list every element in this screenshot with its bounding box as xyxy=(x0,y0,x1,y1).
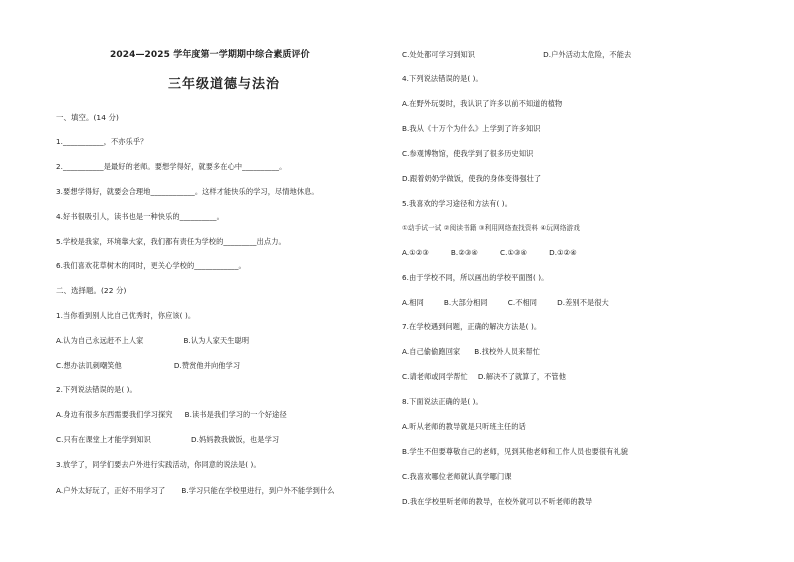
q1-option-a: A.认为自己永远赶不上人家 xyxy=(56,336,144,345)
fill-item-5: 5.学校是我家，环境靠大家，我们都有责任为学校的_________出点力。 xyxy=(56,237,286,246)
q1-option-d: D.赞赏他并向他学习 xyxy=(173,361,241,370)
q5-option-c: C.①③④ xyxy=(499,248,528,257)
q7-option-a: A.自己偷偷跑回家 xyxy=(402,347,461,356)
q5-item-list: ①动手试一试 ②阅读书籍 ③利用网络查找资料 ④玩网络游戏 xyxy=(402,224,580,232)
q5-option-b: B.②③④ xyxy=(450,248,478,257)
q1-options-cd xyxy=(56,361,240,371)
q2-options-ab xyxy=(56,410,287,420)
q1-option-c: C.想办法讥刺嘲笑他 xyxy=(56,361,122,370)
q8-option-a: A.听从老师的教导就是只听班主任的话 xyxy=(402,422,526,431)
q7-stem: 7.在学校遇到问题，正确的解决方法是( )。 xyxy=(402,322,542,331)
section2-heading: 二、选择题。(22 分) xyxy=(56,286,127,295)
q6-option-d: D.差别不是很大 xyxy=(557,298,609,307)
q3-option-c: C.处处都可学习到知识 xyxy=(402,50,476,59)
q6-option-b: B.大部分相同 xyxy=(443,298,488,307)
q7-option-d: D.解决不了就算了，不管他 xyxy=(477,372,566,381)
q2-stem: 2.下列说法错误的是( )。 xyxy=(56,385,137,394)
q6-option-a: A.相同 xyxy=(402,298,424,307)
q5-option-d: D.①②④ xyxy=(549,248,577,257)
q5-options xyxy=(402,248,577,258)
q3-option-d: D.户外活动太危险，不能去 xyxy=(543,50,632,59)
fill-item-1: 1.___________，不亦乐乎？ xyxy=(56,137,148,146)
q5-stem: 5.我喜欢的学习途径和方法有( )。 xyxy=(402,199,512,208)
q1-options-ab xyxy=(56,336,249,346)
fill-item-4: 4.好书很吸引人，读书也是一种快乐的__________。 xyxy=(56,212,224,221)
q6-option-c: C.不相同 xyxy=(507,298,538,307)
q2-option-b: B.读书是我们学习的一个好途径 xyxy=(184,410,287,419)
q4-option-b: B.我从《十万个为什么》上学到了许多知识 xyxy=(402,124,541,133)
q4-stem: 4.下列说法错误的是( )。 xyxy=(402,74,483,83)
q8-option-c: C.我喜欢哪位老师就认真学哪门课 xyxy=(402,472,512,481)
q5-option-a: A.①②③ xyxy=(402,248,429,257)
q3-stem: 3.放学了，同学们要去户外进行实践活动，你同意的说法是( )。 xyxy=(56,460,261,469)
fill-item-3: 3.要想学得好，就要会合理地____________。这样才能快乐的学习，尽情地休息。 xyxy=(56,187,319,196)
q4-option-c: C.参观博物馆，使我学到了很多历史知识 xyxy=(402,149,534,158)
q3-option-b: B.学习只能在学校里进行，到户外不能学到什么 xyxy=(181,486,335,495)
subject-title: 三年级道德与法治 xyxy=(168,77,281,92)
q1-stem: 1.当你看到别人比自己优秀时，你应该( )。 xyxy=(56,311,196,320)
q4-option-d: D.跟着奶奶学做饭，使我的身体变得强壮了 xyxy=(402,174,542,183)
q7-option-c: C.请老师或同学帮忙 xyxy=(402,372,468,381)
q1-option-b: B.认为人家天生聪明 xyxy=(183,336,250,345)
q4-option-a: A.在野外玩耍时，我认识了许多以前不知道的植物 xyxy=(402,99,563,108)
q2-option-d: D.妈妈教我做饭，也是学习 xyxy=(190,435,280,444)
q3-options-ab xyxy=(56,486,334,496)
q3-options-cd xyxy=(402,50,631,60)
q7-option-b: B.找校外人员来帮忙 xyxy=(474,347,541,356)
q2-options-cd xyxy=(56,435,279,445)
q2-option-c: C.只有在课堂上才能学到知识 xyxy=(56,435,151,444)
q7-options-cd xyxy=(402,372,566,382)
fill-item-6: 6.我们喜欢花草树木的同时，更关心学校的____________。 xyxy=(56,261,246,270)
q8-stem: 8.下面说法正确的是( )。 xyxy=(402,397,483,406)
q2-option-a: A.身边有很多东西需要我们学习探究 xyxy=(56,410,173,419)
exam-title: 2024—2025 学年度第一学期期中综合素质评价 xyxy=(110,50,310,60)
q6-stem: 6.由于学校不同，所以画出的学校平面图( )。 xyxy=(402,273,549,282)
q8-option-d: D.我在学校里听老师的教导，在校外就可以不听老师的教导 xyxy=(402,497,593,506)
q8-option-b: B.学生不但要尊敬自己的老师，见到其他老师和工作人员也要很有礼貌 xyxy=(402,447,629,456)
q3-option-a: A.户外太好玩了，正好不用学习了 xyxy=(56,486,166,495)
q6-options xyxy=(402,298,609,308)
q7-options-ab xyxy=(402,347,540,357)
fill-item-2: 2.___________是最好的老师。要想学得好，就要多在心中__________。 xyxy=(56,162,287,171)
section1-heading: 一、填空。(14 分) xyxy=(56,113,119,122)
